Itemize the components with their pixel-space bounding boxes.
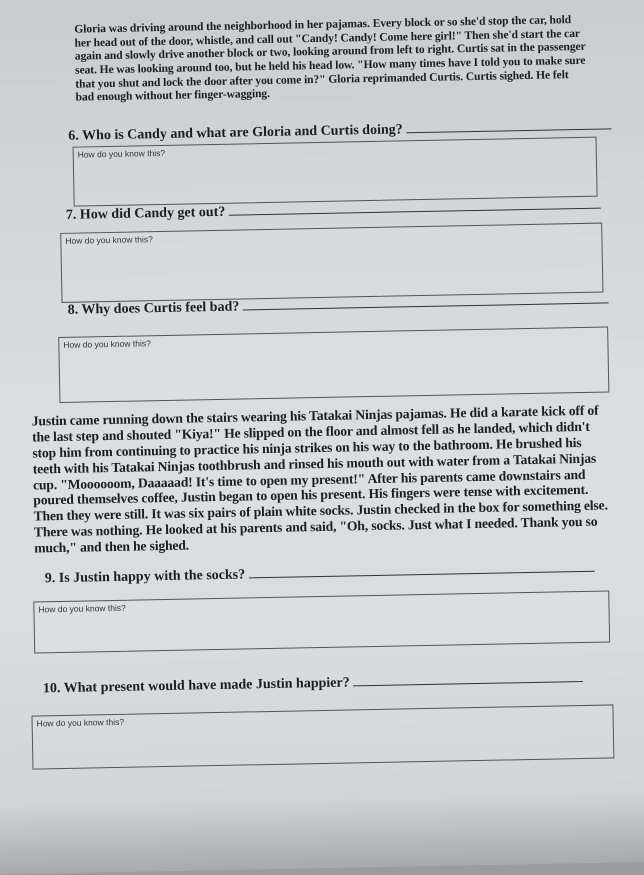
answer-box-8[interactable] (58, 326, 609, 403)
question-9-blank (249, 570, 595, 579)
answer-box-6[interactable] (73, 137, 598, 207)
answer-box-10[interactable] (31, 704, 614, 769)
question-6-blank (406, 127, 611, 133)
answer-box-8-prompt: How do you know this? (63, 338, 151, 350)
question-6-text: 6. Who is Candy and what are Gloria and Curtis doing? (68, 122, 403, 144)
question-8-blank (243, 301, 609, 310)
question-9-text: 9. Is Justin happy with the socks? (44, 567, 246, 587)
question-9 (45, 561, 595, 588)
page-shadow (0, 791, 644, 874)
answer-box-7-prompt: How do you know this? (65, 234, 153, 246)
question-7-blank (229, 207, 601, 216)
question-10-blank (353, 680, 583, 686)
passage-gloria: Gloria was driving around the neighborhood in her pajamas. Every block or so she'd stop the car, hold her head out of the door, whistle, and call out "Candy! Candy! Come here girl!" Then she'd start the car again and slowly drive another block or two, looking around from left to right. Curtis sat in the passenger seat. He was looking around too, but he held his head low. "How many times have I told you to make sure that you shut and lock the door after you come in?" Gloria reprimanded Curtis. Curtis sighed. He felt bad enough without her finger-wagging. (74, 13, 586, 104)
passage-justin: Justin came running down the stairs wearing his Tatakai Ninjas pajamas. He did a karate kick off of the last step and shouted "Kiya!" He slipped on the floor and almost fell as he landed, which didn't stop him from continuing to practice his ninja strikes on his way to the bathroom. He brushed his teeth with his Tatakai Ninjas toothbrush and rinsed his mouth out with water from a Tatakai Ninjas cup. "Moooooom, Daaaaad! It's time to open my present!" After his parents came downstairs and poured themselves coffee, Justin began to open his present. His fingers were tense with excitement. Then they were still. It was six pairs of plain white socks. Justin checked in the box for something else. There was nothing. He looked at his parents and said, "Oh, socks. Just what I needed. Thank you so much," and then he sighed. (31, 402, 608, 556)
question-8-text: 8. Why does Curtis feel bad? (67, 299, 240, 318)
answer-box-9[interactable] (33, 590, 610, 653)
question-7-text: 7. How did Candy get out? (65, 204, 226, 223)
answer-box-7[interactable] (60, 223, 603, 303)
answer-box-9-prompt: How do you know this? (38, 602, 126, 615)
question-10-text: 10. What present would have made Justin happier? (42, 675, 350, 697)
answer-box-10-prompt: How do you know this? (36, 716, 125, 729)
answer-box-6-prompt: How do you know this? (77, 147, 166, 160)
question-10 (43, 671, 583, 697)
